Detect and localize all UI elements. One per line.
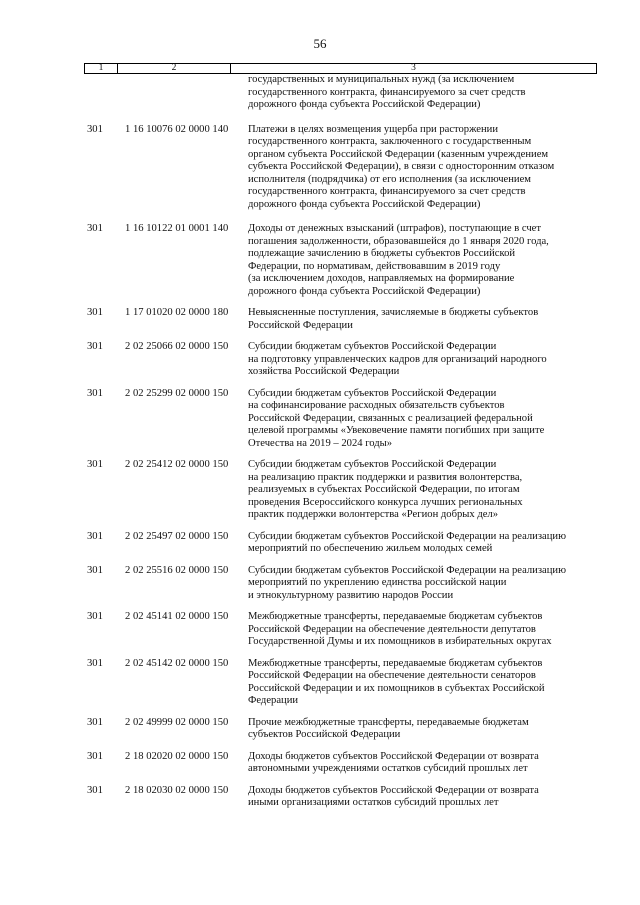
description-line: погашения задолженности, образовавшейся до 1 января 2020 года,	[248, 235, 549, 247]
description-line: Субсидии бюджетам субъектов Российской Федерации	[248, 459, 497, 470]
description-line: Субсидии бюджетам субъектов Российской Федерации	[248, 341, 497, 352]
table-row	[87, 658, 607, 708]
budget-classification-code: 2 02 45142 02 0000 150	[125, 657, 229, 669]
table-row	[87, 223, 607, 298]
budget-classification-code: 2 02 25299 02 0000 150	[125, 387, 229, 399]
description-line: Российской Федерации	[248, 319, 353, 331]
description-line: Субсидии бюджетам субъектов Российской Федерации	[248, 387, 497, 399]
income-description	[248, 307, 608, 332]
table-row	[87, 785, 607, 810]
income-description	[248, 611, 608, 649]
description-line: мероприятий по обеспечению жильем молодых семей	[248, 543, 493, 554]
admin-code: 301	[87, 341, 103, 352]
description-line: и этнокультурному развитию народов России	[248, 589, 454, 601]
income-description	[248, 785, 608, 810]
income-description	[248, 74, 608, 112]
table-body	[87, 74, 607, 819]
admin-code: 301	[87, 784, 103, 796]
description-line: хозяйства Российской Федерации	[248, 366, 400, 377]
income-description	[248, 341, 608, 379]
table-row	[87, 124, 607, 212]
table-row	[87, 307, 607, 332]
description-line: Доходы от денежных взысканий (штрафов), поступающие в счет	[248, 223, 542, 234]
admin-code: 301	[87, 387, 103, 399]
description-line: Российской Федерации на обеспечение деятельности сенаторов	[248, 670, 536, 681]
description-line: Прочие межбюджетные трансферты, передаваемые бюджетам	[248, 716, 529, 728]
description-line: Доходы бюджетов субъектов Российской Федерации от возврата	[248, 750, 539, 762]
table-row	[87, 74, 607, 112]
admin-code: 301	[87, 123, 103, 135]
description-line: Государственной Думы и их помощников в избирательных округах	[248, 636, 552, 647]
table-row	[87, 341, 607, 379]
description-line: исполнителя (подрядчика) от его исполнения (за исключением	[248, 173, 531, 185]
description-line: мероприятий по укреплению единства российской нации	[248, 577, 507, 588]
description-line: Межбюджетные трансферты, передаваемые бюджетам субъектов	[248, 611, 543, 622]
description-line: государственного контракта, финансируемого за счет средств	[248, 186, 526, 197]
admin-code: 301	[87, 564, 103, 576]
description-line: на подготовку управленческих кадров для организаций народного	[248, 353, 547, 365]
description-line: государственных и муниципальных нужд (за исключением	[248, 74, 515, 85]
admin-code: 301	[87, 750, 103, 762]
description-line: государственного контракта, финансируемого за счет средств	[248, 86, 526, 98]
description-line: Российской Федерации и их помощников в субъектах Российской	[248, 682, 545, 694]
description-line: Российской Федерации, связанных с реализацией федеральной	[248, 412, 533, 424]
description-line: Субсидии бюджетам субъектов Российской Федерации на реализацию	[248, 564, 566, 576]
table-row	[87, 388, 607, 451]
admin-code: 301	[87, 716, 103, 728]
description-line: субъекта Российской Федерации), в связи с односторонним отказом	[248, 161, 555, 172]
admin-code: 301	[87, 459, 103, 470]
description-line: (за исключением доходов, направляемых на формирование	[248, 273, 515, 284]
header-col-3: 3	[411, 63, 416, 73]
description-line: Российской Федерации на обеспечение деятельности депутатов	[248, 623, 536, 635]
admin-code: 301	[87, 611, 103, 622]
description-line: на реализацию практик поддержки и развития волонтерства,	[248, 471, 523, 483]
description-line: органом субъекта Российской Федерации (казенным учреждением	[248, 148, 549, 160]
table-header	[84, 63, 597, 74]
table-row	[87, 717, 607, 742]
table-row	[87, 459, 607, 522]
income-description	[248, 531, 608, 556]
description-line: Отечества на 2019 – 2024 годы»	[248, 437, 393, 449]
description-line: дорожного фонда субъекта Российской Федерации)	[248, 198, 481, 210]
table-row	[87, 611, 607, 649]
description-line: Федерации, по нормативам, действовавшим в 2019 году	[248, 260, 501, 272]
description-line: Межбюджетные трансферты, передаваемые бюджетам субъектов	[248, 657, 543, 669]
budget-classification-code: 2 02 45141 02 0000 150	[125, 611, 229, 622]
description-line: автономными учреждениями остатков субсидий прошлых лет	[248, 763, 528, 774]
description-line: на софинансирование расходных обязательств субъектов	[248, 400, 505, 411]
description-line: Федерации	[248, 695, 299, 706]
description-line: Субсидии бюджетам субъектов Российской Федерации на реализацию	[248, 530, 566, 542]
income-description	[248, 717, 608, 742]
description-line: дорожного фонда субъекта Российской Федерации)	[248, 99, 481, 110]
budget-classification-code: 2 02 25412 02 0000 150	[125, 459, 229, 470]
description-line: подлежащие зачислению в бюджеты субъектов Российской	[248, 248, 516, 259]
budget-classification-code: 1 17 01020 02 0000 180	[125, 307, 229, 318]
description-line: Платежи в целях возмещения ущерба при расторжении	[248, 123, 498, 135]
admin-code: 301	[87, 223, 103, 234]
description-line: субъектов Российской Федерации	[248, 729, 401, 740]
description-line: реализуемых в субъектах Российской Федерации, по итогам	[248, 484, 520, 495]
budget-classification-code: 2 02 25497 02 0000 150	[125, 530, 229, 542]
admin-code: 301	[87, 530, 103, 542]
description-line: Невыясненные поступления, зачисляемые в бюджеты субъектов	[248, 307, 539, 318]
description-line: Доходы бюджетов субъектов Российской Федерации от возврата	[248, 784, 539, 796]
budget-classification-code: 2 18 02030 02 0000 150	[125, 784, 229, 796]
description-line: проведения Всероссийского конкурса лучших региональных	[248, 496, 523, 508]
admin-code: 301	[87, 307, 103, 318]
table-row	[87, 565, 607, 603]
description-line: дорожного фонда субъекта Российской Федерации)	[248, 285, 481, 297]
description-line: иными организациями остатков субсидий прошлых лет	[248, 797, 499, 808]
description-line: целевой программы «Увековечение памяти погибших при защите	[248, 425, 545, 436]
budget-classification-code: 1 16 10122 01 0001 140	[125, 223, 229, 234]
table-row	[87, 751, 607, 776]
budget-classification-code: 2 02 25066 02 0000 150	[125, 341, 229, 352]
description-line: государственного контракта, заключенного с государственным	[248, 136, 532, 147]
budget-classification-code: 2 02 49999 02 0000 150	[125, 716, 229, 728]
budget-classification-code: 2 18 02020 02 0000 150	[125, 750, 229, 762]
income-description	[248, 565, 608, 603]
table-row	[87, 531, 607, 556]
page-number: 56	[313, 36, 327, 51]
header-col-1: 1	[85, 64, 118, 73]
income-description	[248, 223, 608, 298]
income-description	[248, 751, 608, 776]
budget-classification-code: 1 16 10076 02 0000 140	[125, 123, 229, 135]
admin-code: 301	[87, 657, 103, 669]
income-description	[248, 459, 608, 522]
description-line: практик поддержки волонтерства «Регион добрых дел»	[248, 509, 498, 520]
income-description	[248, 658, 608, 708]
income-description	[248, 124, 608, 212]
income-description	[248, 388, 608, 451]
budget-classification-code: 2 02 25516 02 0000 150	[125, 564, 229, 576]
header-col-2: 2	[118, 64, 231, 73]
